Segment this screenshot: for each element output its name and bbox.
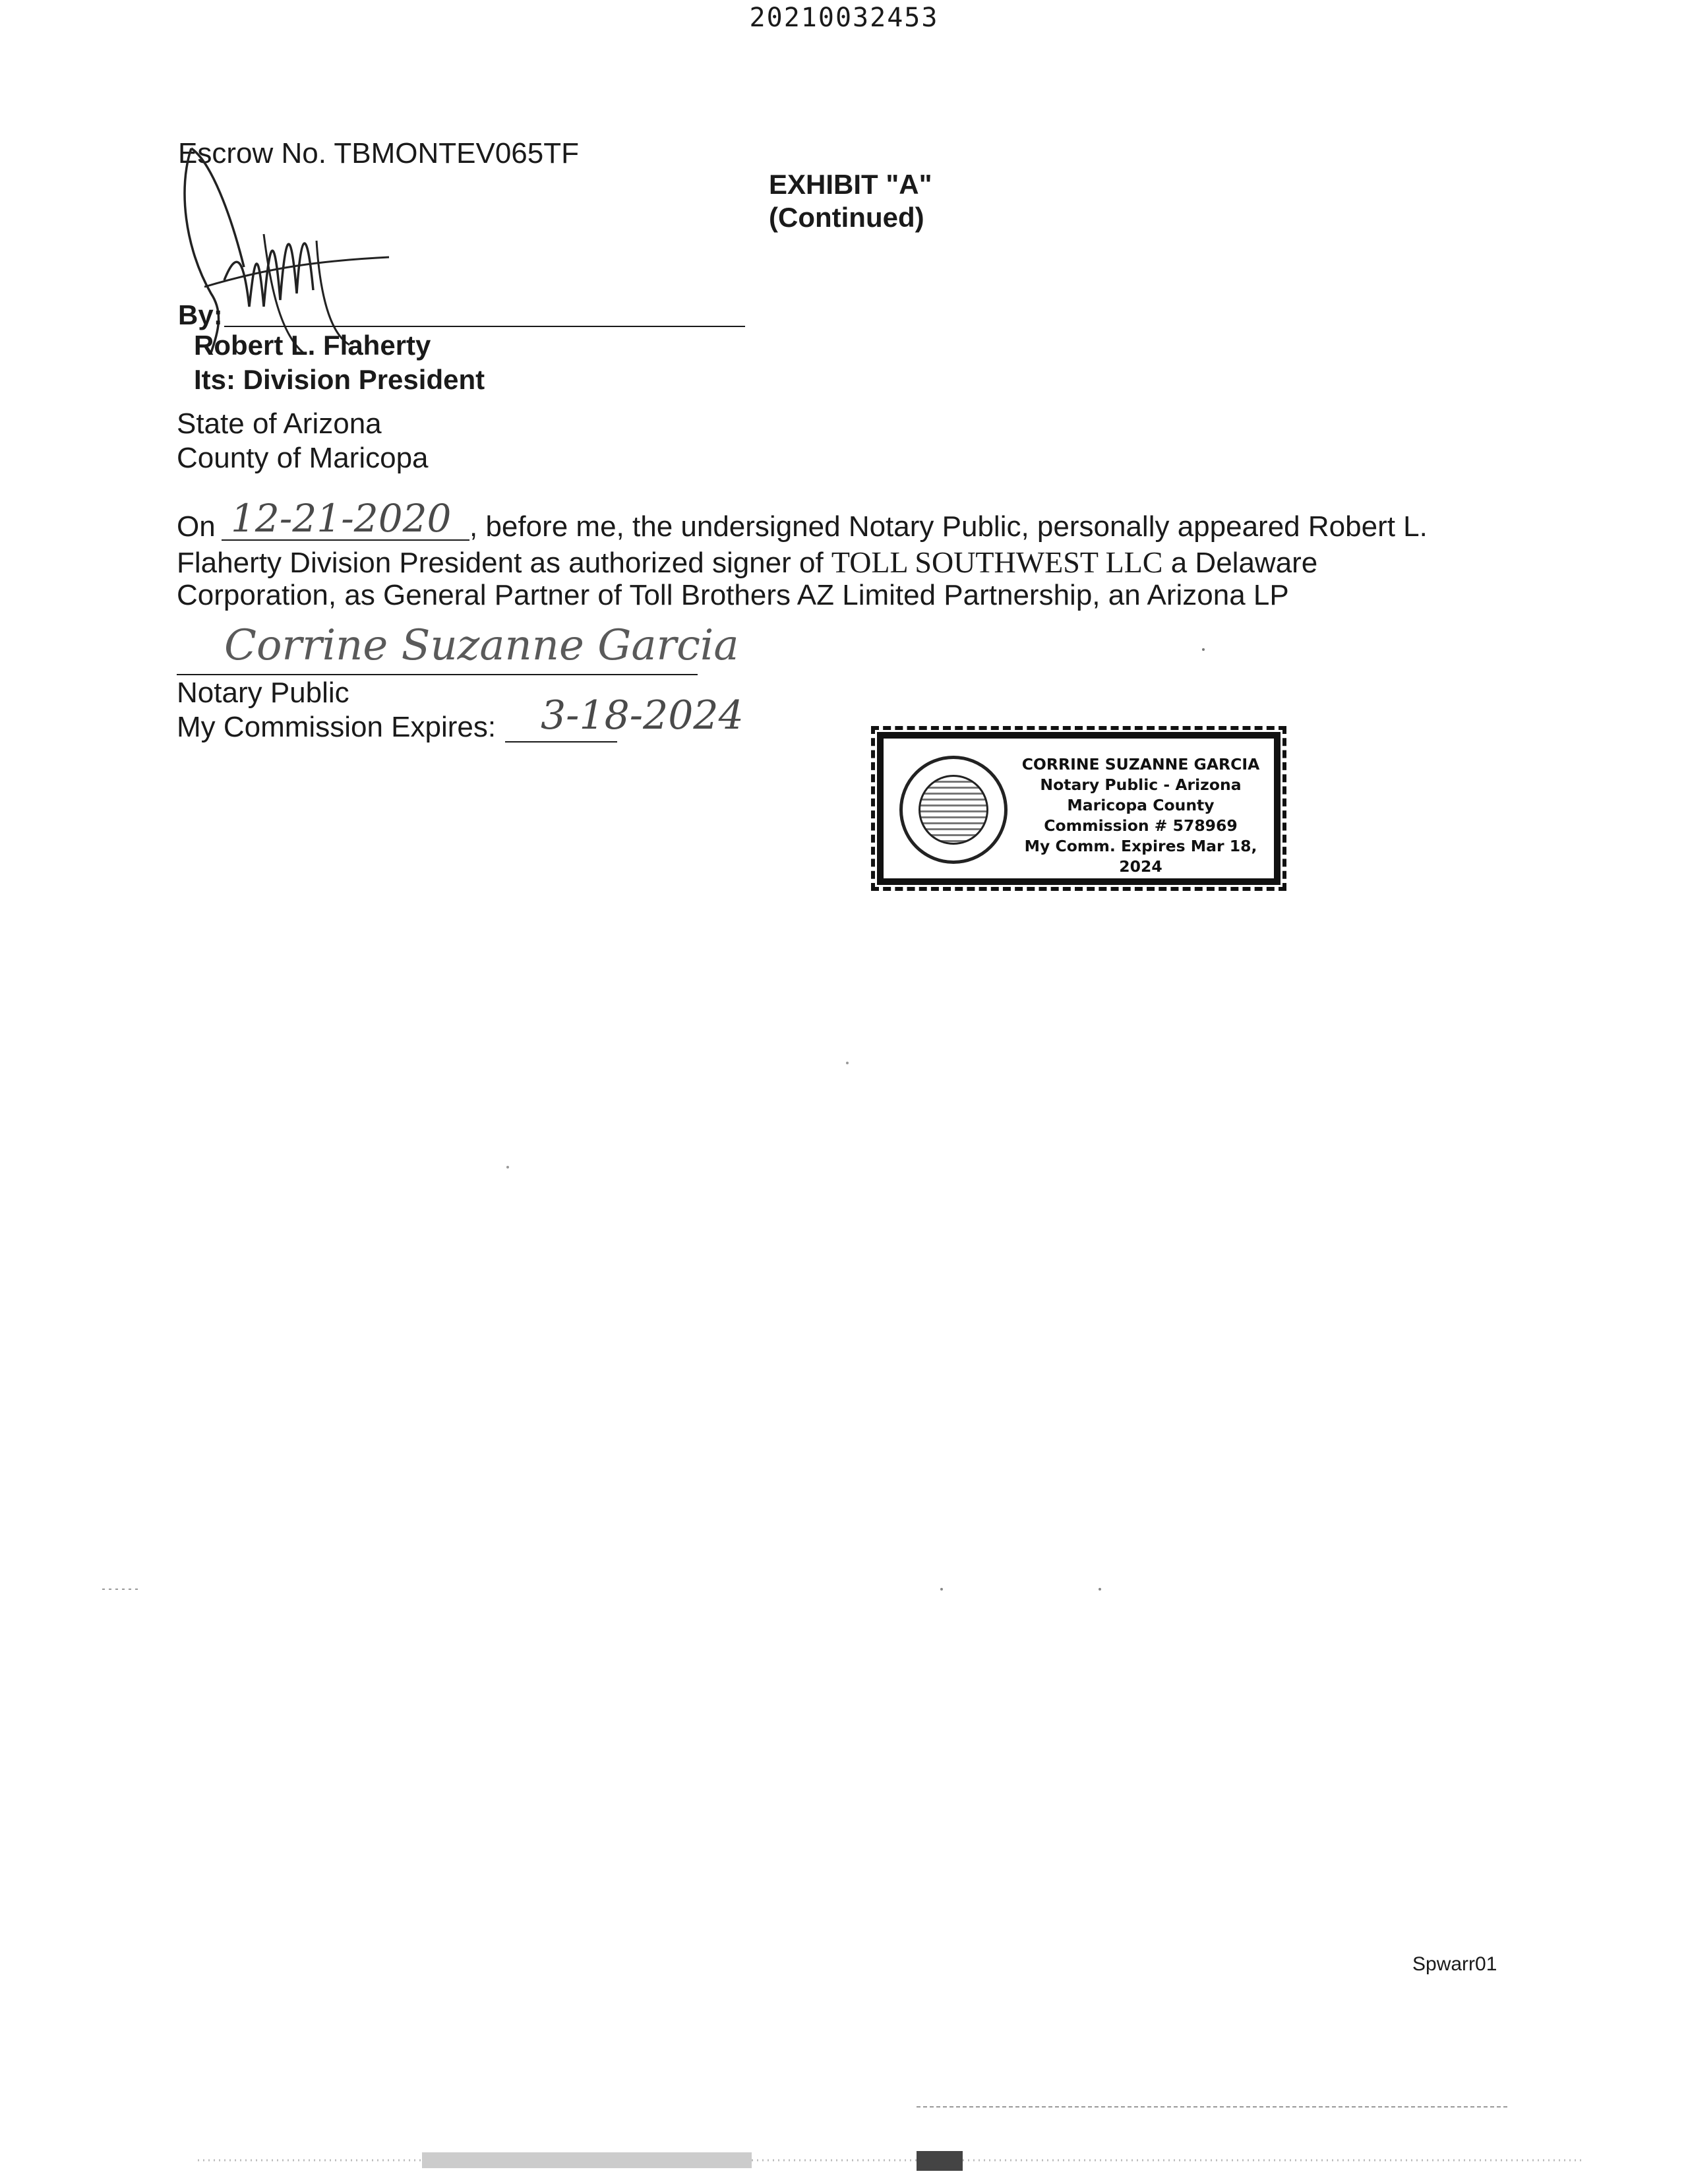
county-line: County of Maricopa bbox=[177, 442, 429, 474]
state-line: State of Arizona bbox=[177, 408, 382, 440]
handwritten-expiry: 3-18-2024 bbox=[541, 692, 744, 739]
acknowledgment-line-3: Corporation, as General Partner of Toll Brothers AZ Limited Partnership, an Arizona LP bbox=[177, 579, 1289, 611]
acknowledgment-line-1: , before me, the undersigned Notary Public, personally appeared Robert L. bbox=[469, 510, 1428, 543]
stamp-commission-number: Commission # 578969 bbox=[1044, 816, 1238, 835]
acknowledgment-line-2: Flaherty Division President as authorized signer of TOLL SOUTHWEST LLC a Delaware bbox=[177, 545, 1318, 579]
stamp-expiration: My Comm. Expires Mar 18, 2024 bbox=[1024, 837, 1257, 876]
form-code: Spwarr01 bbox=[1412, 1953, 1497, 1975]
stamp-notary-name: CORRINE SUZANNE GARCIA bbox=[1021, 755, 1260, 774]
by-label: By: bbox=[178, 299, 223, 330]
signer-name: Robert L. Flaherty bbox=[194, 330, 431, 361]
exhibit-subtitle: (Continued) bbox=[769, 202, 924, 233]
on-label: On bbox=[177, 510, 216, 543]
stamp-notary-title: Notary Public - Arizona bbox=[1040, 775, 1242, 794]
escrow-number: Escrow No. TBMONTEV065TF bbox=[178, 137, 579, 169]
company-name: TOLL SOUTHWEST LLC bbox=[831, 545, 1163, 579]
recording-number: 20210032453 bbox=[749, 3, 939, 33]
exhibit-title: EXHIBIT "A" bbox=[769, 169, 932, 200]
stamp-county: Maricopa County bbox=[1067, 796, 1215, 814]
notary-public-label: Notary Public bbox=[177, 677, 349, 709]
commission-label: My Commission Expires: bbox=[177, 711, 497, 743]
signer-title: Its: Division President bbox=[194, 364, 485, 395]
handwritten-date: 12-21-2020 bbox=[231, 496, 452, 541]
notary-handwritten-signature: Corrine Suzanne Garcia bbox=[224, 621, 739, 670]
